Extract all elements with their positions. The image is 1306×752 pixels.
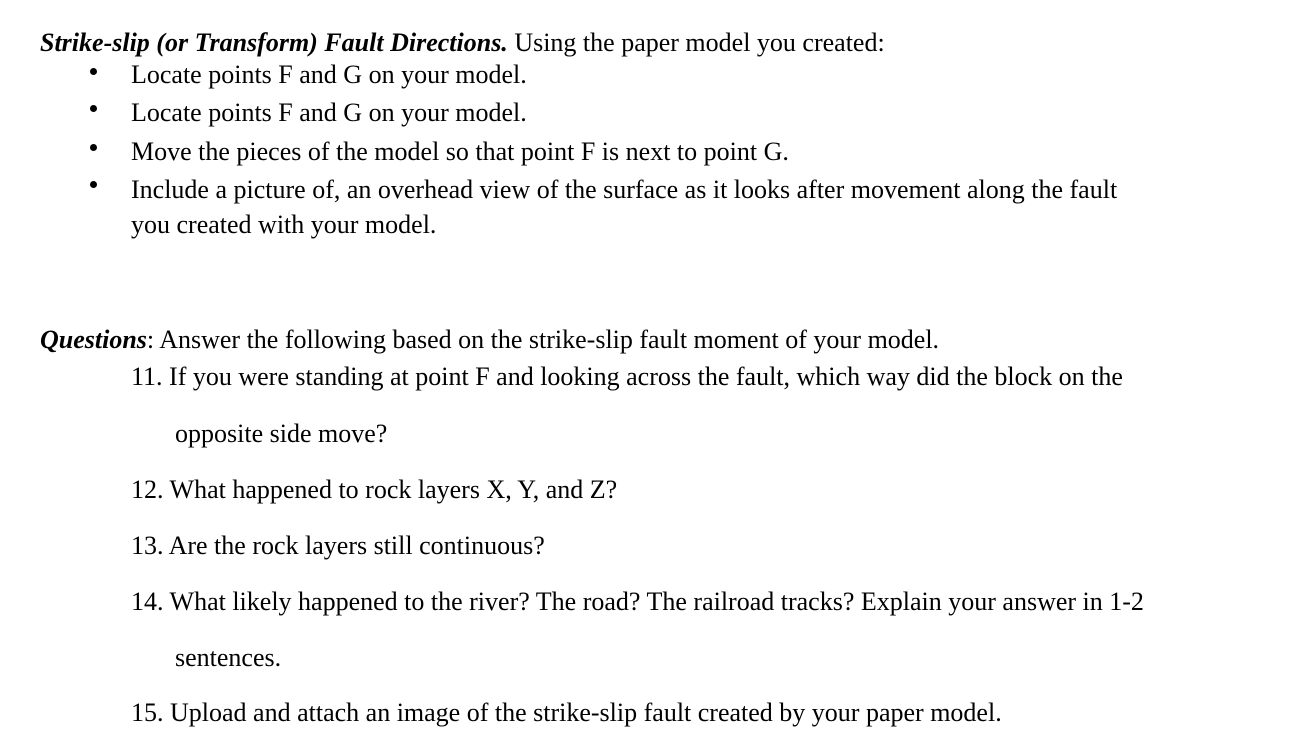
question-12 xyxy=(131,475,617,505)
question-number: 11. xyxy=(131,362,163,391)
question-13 xyxy=(131,531,545,561)
questions-intro: : Answer the following based on the strike-slip fault moment of your model. xyxy=(146,325,940,354)
question-11 xyxy=(131,362,1123,392)
bullet-icon xyxy=(90,68,97,75)
bullet-item: Move the pieces of the model so that point F is next to point G. xyxy=(131,137,789,166)
bullet-item-continuation: you created with your model. xyxy=(131,210,437,239)
bullet-icon xyxy=(90,181,97,188)
question-number: 13. xyxy=(131,531,164,560)
section-heading: Strike-slip (or Transform) Fault Directions. xyxy=(40,28,508,57)
section-heading-line xyxy=(40,28,885,58)
bullet-item: Include a picture of, an overhead view of the surface as it looks after movement along the fault xyxy=(131,175,1118,204)
questions-heading-line xyxy=(40,325,939,355)
bullet-item: Locate points F and G on your model. xyxy=(131,98,527,127)
question-14-continuation: sentences. xyxy=(175,643,282,672)
question-number: 12. xyxy=(131,475,164,504)
question-text: Are the rock layers still continuous? xyxy=(168,531,545,560)
question-number: 14. xyxy=(131,587,164,616)
bullet-item: Locate points F and G on your model. xyxy=(131,60,527,89)
section-intro: Using the paper model you created: xyxy=(507,28,885,57)
question-text: What happened to rock layers X, Y, and Z? xyxy=(169,475,618,504)
question-number: 15. xyxy=(131,698,164,727)
question-text: If you were standing at point F and looking across the fault, which way did the block on the xyxy=(169,362,1123,391)
question-15 xyxy=(131,698,1002,728)
bullet-icon xyxy=(90,105,97,112)
question-text: What likely happened to the river? The road? The railroad tracks? Explain your answer in 1-2 xyxy=(169,587,1144,616)
bullet-icon xyxy=(90,144,97,151)
questions-heading: Questions xyxy=(40,325,147,354)
question-text: Upload and attach an image of the strike-slip fault created by your paper model. xyxy=(170,698,1002,727)
question-14 xyxy=(131,587,1144,617)
question-11-continuation: opposite side move? xyxy=(175,419,388,448)
